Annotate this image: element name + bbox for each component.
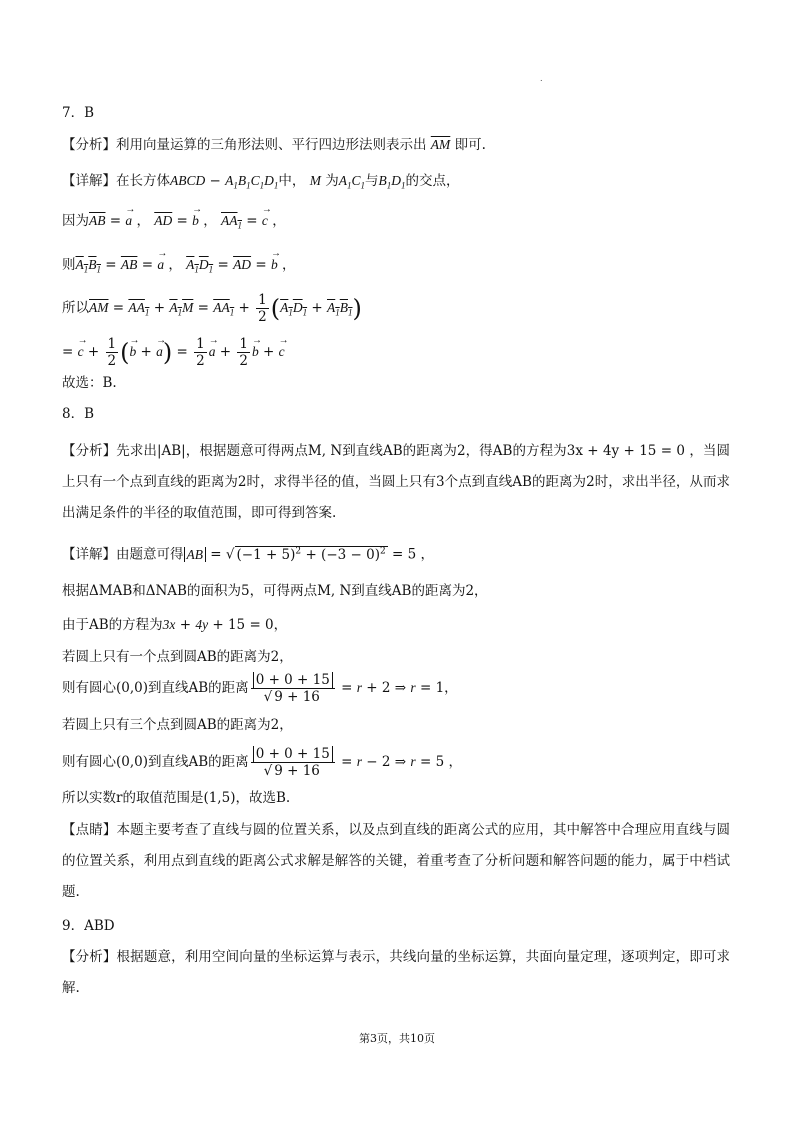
q7-detail-line2: 因为$\overline{AB}$ = → a ， $\overline{AD}$ = → b ， $AA_1$ = → c ， (62, 212, 286, 235)
q8-detail-line3: 由于AB的方程为3x + 4y + 15 = 0， (62, 617, 288, 633)
q7-detail-line1: 【详解】在长方体ABCD − $A_1B_1C_1D_1$中， M 为$A_1C_1$与$B_1D_1$的交点， (62, 173, 460, 191)
analysis-tag: 【分析】 (62, 949, 117, 965)
q7-analysis: 【分析】利用向量运算的三角形法则、平行四边形法则表示出 $\overline{AM}$ 即可. (62, 137, 486, 153)
q7-detail-line5: = → c + $\frac{1}{2}$ (→ b + → a) = $\frac{1}{2}$ → a + $\frac{1}{2}$ → b + → c (62, 336, 285, 369)
q8-detail-line5: 则有圆心(0,0)到直线AB的距离 $\frac{0 + 0 + 15}{√ 9 + 16}$ = r + 2 ⇒ r = 1， (62, 672, 458, 705)
q8-title: 8．B (62, 406, 95, 422)
q8-analysis: 【分析】先求出|AB|，根据题意可得两点M, N到直线AB的距离为2，得AB的方程为3x + 4y + 15 = 0 ，当圆上只有一个点到直线的距离为2时，求得半径的值，当圆上只有3个点到直线AB的距离为2时，求出半径，从而求出满足条件的半径的取值范围，即可得到答案. (62, 443, 730, 521)
page-dot: . (540, 74, 543, 83)
analysis-tag: 【分析】 (62, 443, 117, 459)
q8-detail-line7: 则有圆心(0,0)到直线AB的距离 $\frac{0 + 0 + 15}{√ 9 + 16}$ = r − 2 ⇒ r = 5 ， (62, 746, 462, 779)
detail-tag: 【详解】 (62, 173, 116, 189)
page-footer: 第3页，共10页 (359, 1032, 435, 1045)
vector-am: $\overline{AM}$ (430, 137, 451, 152)
q8-detail-line1: 【详解】由题意可得 AB = √ $(-1 + 5)^2 + (-3 - 0)^2 = 5$ ， (62, 546, 434, 563)
q7-conclusion: 故选：B. (62, 375, 117, 391)
q7-title: 7．B (62, 105, 95, 121)
q8-detail-line4: 若圆上只有一个点到圆AB的距离为2， (62, 649, 293, 665)
q8-detail-line8: 所以实数r的取值范围是(1,5)，故选B. (62, 790, 291, 806)
analysis-tag: 【分析】 (62, 137, 116, 153)
q7-detail-line3: 则$A_1B_1 = \overline{AB}$ = → a ， $A_1D_1 = \overline{AD}$ = → b ， (62, 256, 296, 279)
q9-title: 9．ABD (62, 918, 115, 934)
q8-detail-line2: 根据ΔMAB和ΔNAB的面积为5，可得两点M, N到直线AB的距离为2， (62, 583, 488, 599)
q8-detail-line6: 若圆上只有三个点到圆AB的距离为2， (62, 717, 293, 733)
detail-tag: 【详解】 (62, 546, 116, 563)
comment-tag: 【点睛】 (62, 822, 117, 838)
q8-comment: 【点睛】本题主要考查了直线与圆的位置关系，以及点到直线的距离公式的应用，其中解答中合理应用直线与圆的位置关系，利用点到直线的距离公式求解是解答的关键，着重考查了分析问题和解答问题的能力，属于中档试题. (62, 822, 731, 900)
q9-analysis: 【分析】根据题意，利用空间向量的坐标运算与表示，共线向量的坐标运算，共面向量定理，逐项判定，即可求解. (62, 949, 731, 996)
q7-detail-line4: 所以$\overline{AM} = AA_1 + A_1M = AA_1$ + $\frac{1}{2}$ $(A_1D_1 + A_1B_1)$ (62, 292, 362, 325)
